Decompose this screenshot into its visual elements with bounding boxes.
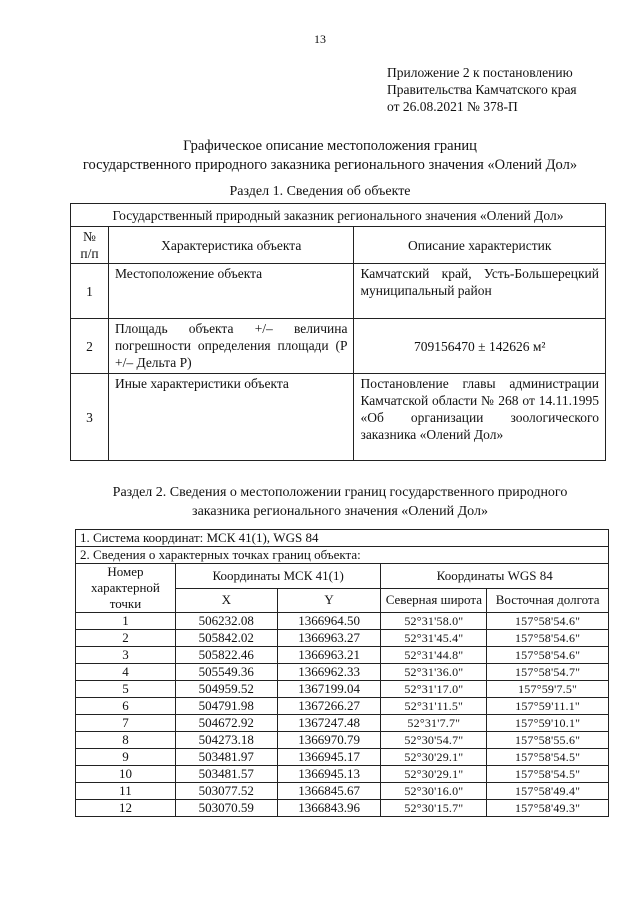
y-coordinate-cell: 1367247.48 — [277, 715, 381, 732]
latitude-cell: 52°31'7.7" — [381, 715, 487, 732]
latitude-cell: 52°30'15.7" — [381, 800, 487, 817]
longitude-cell: 157°59'11.1" — [487, 698, 609, 715]
y-coordinate-cell: 1367266.27 — [277, 698, 381, 715]
longitude-cell: 157°58'54.6" — [487, 630, 609, 647]
x-coordinate-cell: 503481.57 — [175, 766, 277, 783]
longitude-cell: 157°59'10.1" — [487, 715, 609, 732]
y-coordinate-cell: 1366845.67 — [277, 783, 381, 800]
appendix-line: Правительства Камчатского края — [387, 82, 577, 97]
point-number-cell: 5 — [76, 681, 176, 698]
x-coordinate-cell: 504959.52 — [175, 681, 277, 698]
x-coordinate-cell: 504672.92 — [175, 715, 277, 732]
table-row — [76, 749, 609, 766]
point-number-cell: 11 — [76, 783, 176, 800]
x-coordinate-cell: 503070.59 — [175, 800, 277, 817]
point-number-cell: 2 — [76, 630, 176, 647]
point-number-cell: 3 — [76, 647, 176, 664]
row-num: 3 — [71, 374, 109, 461]
row-description: 709156470 ± 142626 м² — [354, 319, 606, 374]
point-number-cell: 9 — [76, 749, 176, 766]
longitude-cell: 157°58'54.5" — [487, 766, 609, 783]
latitude-cell: 52°30'29.1" — [381, 749, 487, 766]
header-x: X — [175, 588, 277, 613]
x-coordinate-cell: 505549.36 — [175, 664, 277, 681]
header-characteristic: Характеристика объекта — [108, 227, 354, 264]
x-coordinate-cell: 504273.18 — [175, 732, 277, 749]
object-name-cell: Государственный природный заказник регионального значения «Олений Дол» — [71, 204, 606, 227]
x-coordinate-cell: 506232.08 — [175, 613, 277, 630]
x-coordinate-cell: 505822.46 — [175, 647, 277, 664]
longitude-cell: 157°59'7.5" — [487, 681, 609, 698]
header-wgs: Координаты WGS 84 — [381, 564, 609, 589]
table-row — [76, 800, 609, 817]
row-num: 1 — [71, 264, 109, 319]
longitude-cell: 157°58'49.4" — [487, 783, 609, 800]
latitude-cell: 52°30'29.1" — [381, 766, 487, 783]
object-info-table — [70, 203, 606, 461]
y-coordinate-cell: 1366963.21 — [277, 647, 381, 664]
longitude-cell: 157°58'54.7" — [487, 664, 609, 681]
x-coordinate-cell: 503481.97 — [175, 749, 277, 766]
point-number-cell: 6 — [76, 698, 176, 715]
points-body — [76, 613, 609, 817]
appendix-line: от 26.08.2021 № 378-П — [387, 99, 518, 114]
longitude-cell: 157°58'54.6" — [487, 647, 609, 664]
x-coordinate-cell: 504791.98 — [175, 698, 277, 715]
point-number-cell: 8 — [76, 732, 176, 749]
table-row — [76, 783, 609, 800]
row-characteristic: Площадь объекта +/– величина погрешности определения площади (P +/– Дельта P) — [108, 319, 354, 374]
latitude-cell: 52°30'54.7" — [381, 732, 487, 749]
points-caption-cell: 2. Сведения о характерных точках границ объекта: — [76, 547, 609, 564]
latitude-cell: 52°31'36.0" — [381, 664, 487, 681]
latitude-cell: 52°31'58.0" — [381, 613, 487, 630]
latitude-cell: 52°31'45.4" — [381, 630, 487, 647]
point-number-cell: 12 — [76, 800, 176, 817]
latitude-cell: 52°31'44.8" — [381, 647, 487, 664]
point-number-cell: 10 — [76, 766, 176, 783]
appendix-line: Приложение 2 к постановлению — [387, 65, 573, 80]
table-row — [76, 613, 609, 630]
y-coordinate-cell: 1366945.13 — [277, 766, 381, 783]
header-num: № п/п — [71, 227, 109, 264]
longitude-cell: 157°58'49.3" — [487, 800, 609, 817]
row-description: Постановление главы администрации Камчатской области № 268 от 14.11.1995 «Об организации зоологического заказника «Олений Дол» — [354, 374, 606, 461]
table-row — [76, 698, 609, 715]
heading-line: заказника регионального значения «Олений Дол» — [192, 504, 488, 519]
table-row — [76, 630, 609, 647]
longitude-cell: 157°58'55.6" — [487, 732, 609, 749]
y-coordinate-cell: 1366970.79 — [277, 732, 381, 749]
header-longitude: Восточная долгота — [487, 588, 609, 613]
boundary-points-table — [75, 529, 609, 817]
header-y: Y — [277, 588, 381, 613]
appendix-block — [387, 64, 577, 115]
table-row — [76, 664, 609, 681]
y-coordinate-cell: 1366964.50 — [277, 613, 381, 630]
section1-heading: Раздел 1. Сведения об объекте — [229, 184, 411, 199]
row-characteristic: Местоположение объекта — [108, 264, 354, 319]
table-row — [76, 647, 609, 664]
latitude-cell: 52°31'11.5" — [381, 698, 487, 715]
y-coordinate-cell: 1366963.27 — [277, 630, 381, 647]
row-description: Камчатский край, Усть-Большерецкий муниципальный район — [354, 264, 606, 319]
title-line: государственного природного заказника регионального значения «Олений Дол» — [82, 157, 578, 173]
x-coordinate-cell: 503077.52 — [175, 783, 277, 800]
latitude-cell: 52°31'17.0" — [381, 681, 487, 698]
y-coordinate-cell: 1366843.96 — [277, 800, 381, 817]
title-line: Графическое описание местоположения границ — [183, 138, 477, 154]
latitude-cell: 52°30'16.0" — [381, 783, 487, 800]
x-coordinate-cell: 505842.02 — [175, 630, 277, 647]
y-coordinate-cell: 1366945.17 — [277, 749, 381, 766]
point-number-cell: 4 — [76, 664, 176, 681]
document-title — [40, 137, 620, 175]
y-coordinate-cell: 1366962.33 — [277, 664, 381, 681]
header-msk: Координаты МСК 41(1) — [175, 564, 381, 589]
table-row — [76, 732, 609, 749]
page-number: 13 — [314, 32, 326, 46]
heading-line: Раздел 2. Сведения о местоположении границ государственного природного — [112, 485, 568, 500]
section2-heading — [60, 483, 620, 521]
header-point-number: Номер характерной точки — [76, 564, 176, 613]
point-number-cell: 7 — [76, 715, 176, 732]
header-latitude: Северная широта — [381, 588, 487, 613]
y-coordinate-cell: 1367199.04 — [277, 681, 381, 698]
coord-system-cell: 1. Система координат: МСК 41(1), WGS 84 — [76, 530, 609, 547]
point-number-cell: 1 — [76, 613, 176, 630]
row-num: 2 — [71, 319, 109, 374]
row-characteristic: Иные характеристики объекта — [108, 374, 354, 461]
header-description: Описание характеристик — [354, 227, 606, 264]
longitude-cell: 157°58'54.6" — [487, 613, 609, 630]
table-row — [76, 766, 609, 783]
table-row — [76, 681, 609, 698]
table-row — [76, 715, 609, 732]
longitude-cell: 157°58'54.5" — [487, 749, 609, 766]
